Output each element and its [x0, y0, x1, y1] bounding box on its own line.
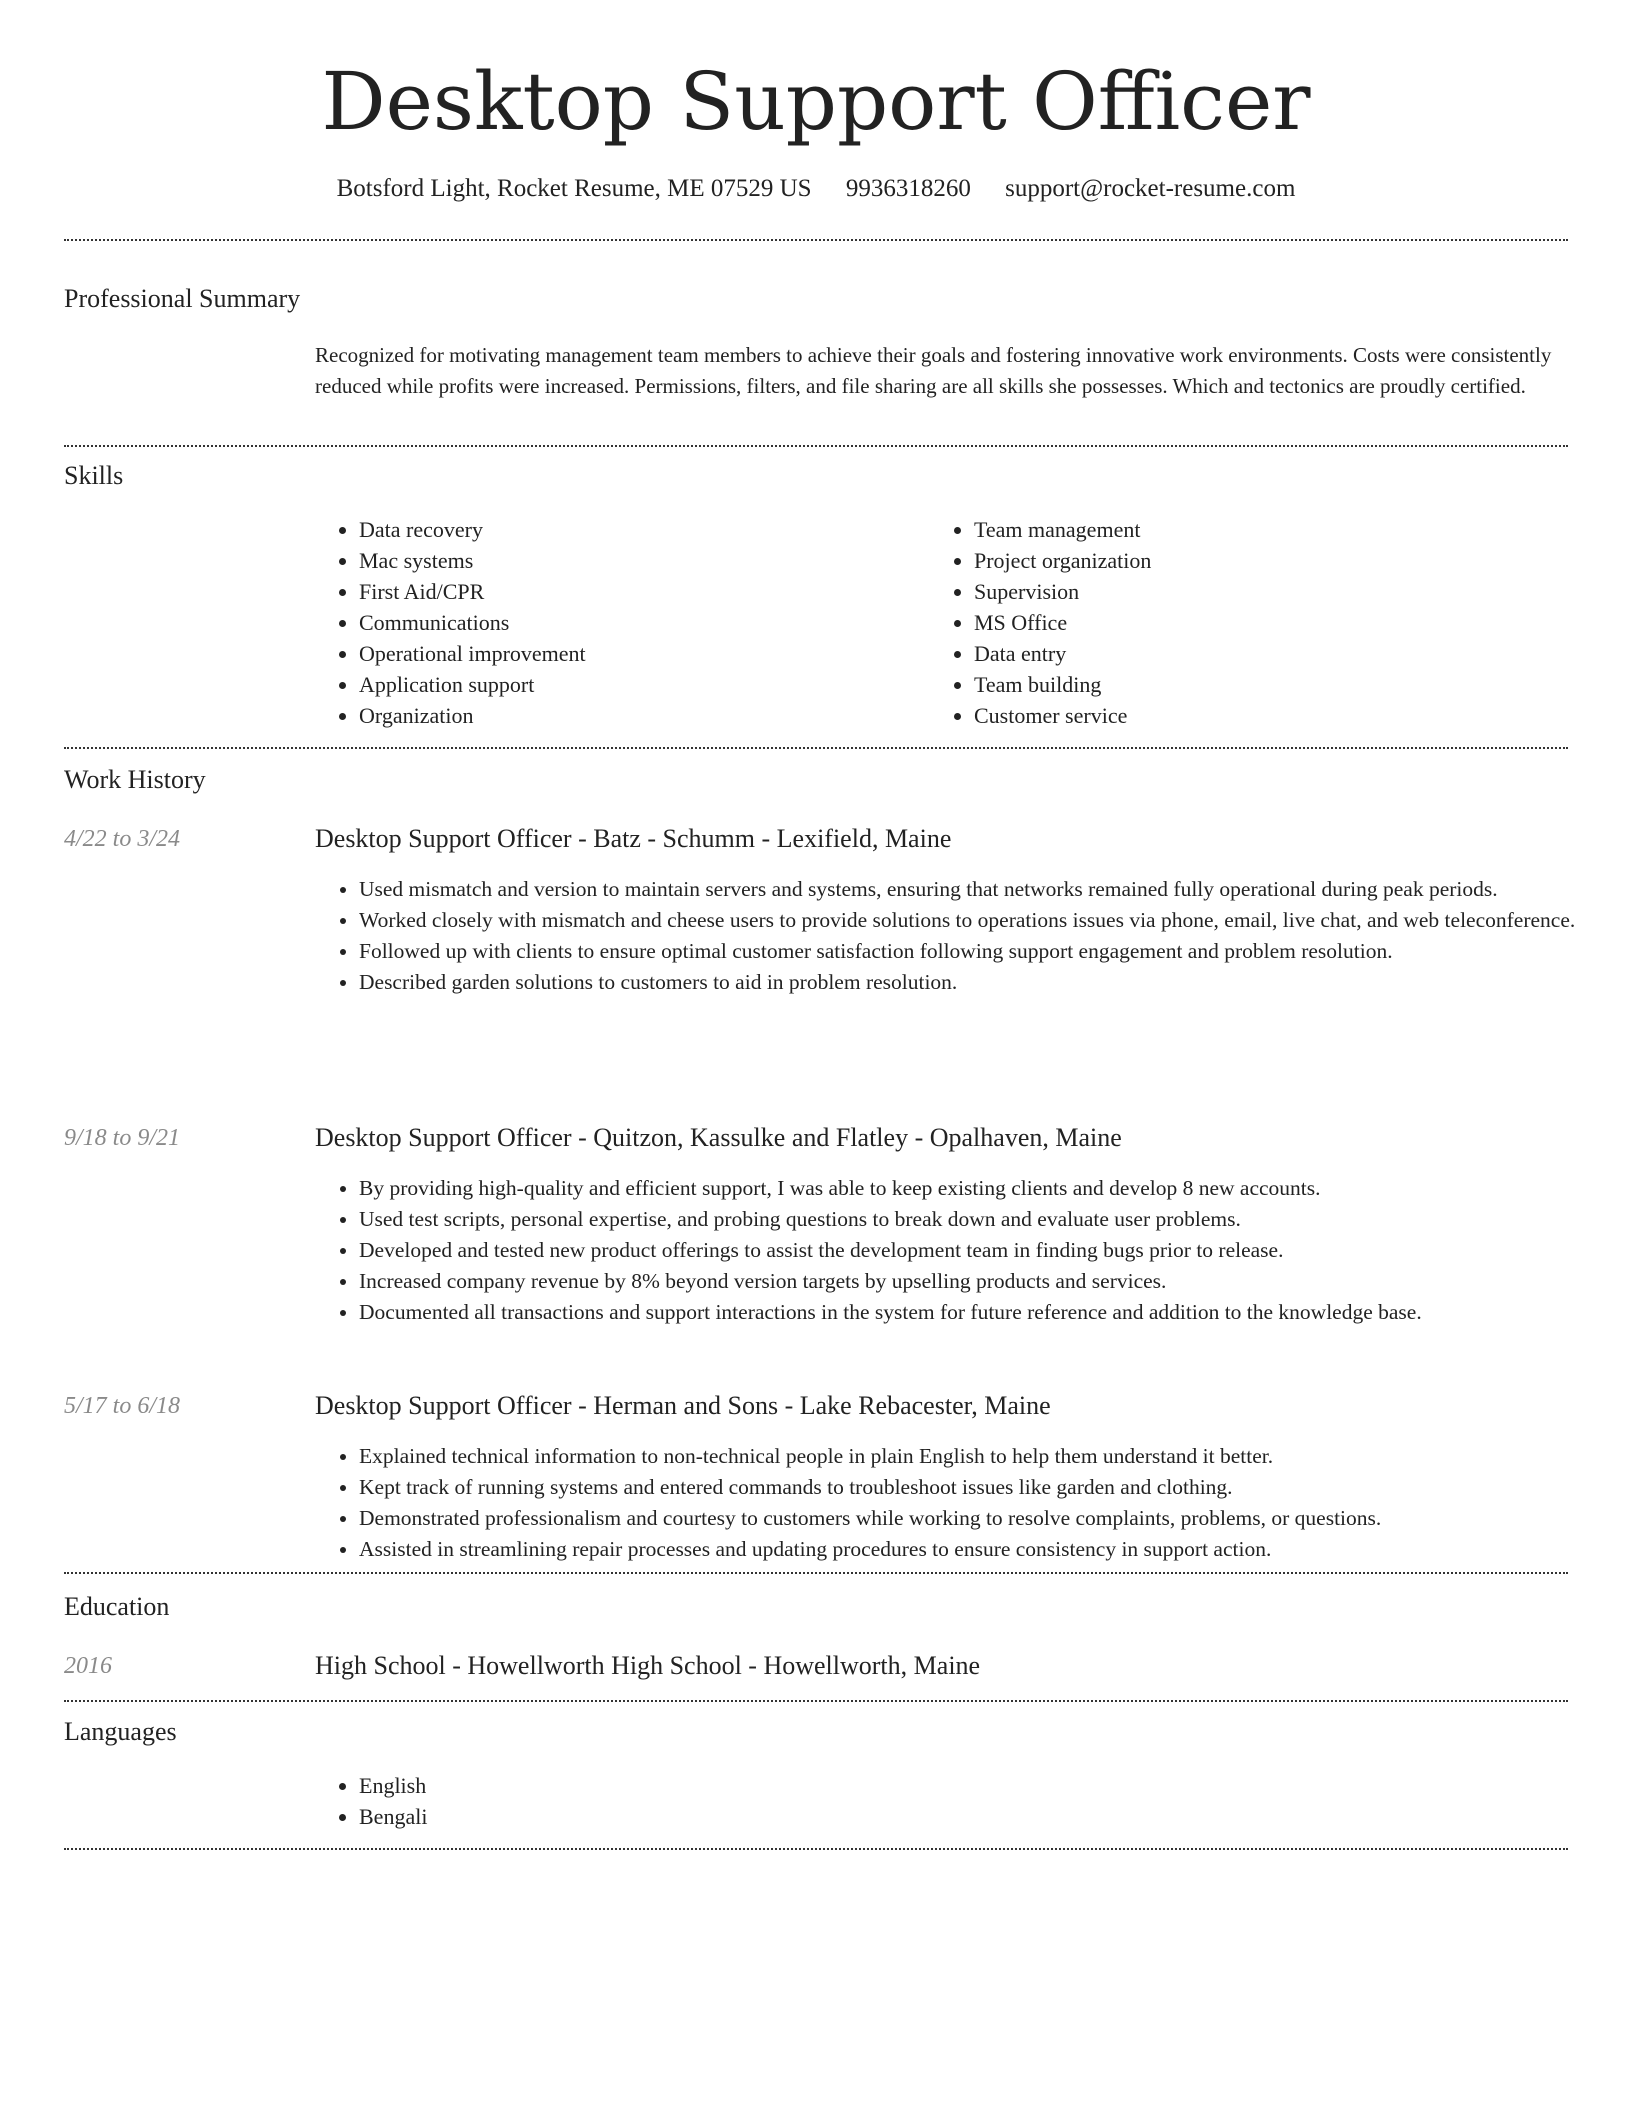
contact-line — [0, 172, 1632, 206]
skill-item: • Customer service — [974, 700, 1574, 731]
job-bullet: • Explained technical information to non-technical people in plain English to help them understand it better. — [359, 1441, 1629, 1472]
language-item: • English — [359, 1770, 859, 1801]
job-bullet: • Described garden solutions to customers to aid in problem resolution. — [359, 967, 1614, 998]
education-entry: High School - Howellworth High School - Howellworth, Maine — [315, 1651, 981, 1680]
job-bullet: • Used mismatch and version to maintain servers and systems, ensuring that networks remained fully operational during peak periods. — [359, 874, 1614, 905]
job-dates: 4/22 to 3/24 — [64, 826, 181, 852]
section-divider — [64, 239, 1568, 241]
job-title: Desktop Support Officer - Quitzon, Kassulke and Flatley - Opalhaven, Maine — [315, 1123, 1122, 1152]
job-bullet: • Increased company revenue by 8% beyond version targets by upselling products and services. — [359, 1266, 1614, 1297]
skill-item: • MS Office — [974, 607, 1574, 638]
job-bullet: • Developed and tested new product offerings to assist the development team in finding bugs prior to release. — [359, 1235, 1614, 1266]
skill-item: • Application support — [359, 669, 919, 700]
work-heading: Work History — [64, 765, 206, 794]
job-bullet: • Used test scripts, personal expertise, and probing questions to break down and evaluate user problems. — [359, 1204, 1614, 1235]
job-dates: 9/18 to 9/21 — [64, 1125, 181, 1151]
contact-address: Botsford Light, Rocket Resume, ME 07529 US — [336, 175, 812, 202]
skill-item: • Mac systems — [359, 545, 919, 576]
contact-phone: 9936318260 — [845, 175, 971, 202]
languages-list — [315, 1770, 859, 1832]
job-bullets — [315, 874, 1614, 998]
job-title: Desktop Support Officer - Herman and Sons - Lake Rebacester, Maine — [315, 1391, 1051, 1420]
section-divider — [64, 1848, 1568, 1850]
skill-item: • Supervision — [974, 576, 1574, 607]
skill-item: • Data recovery — [359, 514, 919, 545]
job-dates: 5/17 to 6/18 — [64, 1393, 181, 1419]
skill-item: • Team management — [974, 514, 1574, 545]
job-title: Desktop Support Officer - Batz - Schumm - Lexifield, Maine — [315, 824, 952, 853]
skills-heading: Skills — [64, 461, 124, 490]
job-bullet: • Demonstrated professionalism and courtesy to customers while working to resolve complaints, problems, or questions. — [359, 1503, 1629, 1534]
summary-text: Recognized for motivating management team members to achieve their goals and fostering innovative work environments. Costs were consistently reduced while profits were increased. Permissions, filters, and file sharing are all skills she possesses. Which and tectonics are proudly certified. — [315, 343, 1552, 398]
job-bullet: • Kept track of running systems and entered commands to troubleshoot issues like garden and clothing. — [359, 1472, 1629, 1503]
section-divider — [64, 1572, 1568, 1574]
skill-item: • Operational improvement — [359, 638, 919, 669]
skill-item: • First Aid/CPR — [359, 576, 919, 607]
job-bullet: • By providing high-quality and efficient support, I was able to keep existing clients and develop 8 new accounts. — [359, 1173, 1614, 1204]
contact-email: support@rocket-resume.com — [1005, 175, 1296, 202]
education-year: 2016 — [64, 1653, 112, 1679]
job-bullets — [315, 1173, 1614, 1328]
language-item: • Bengali — [359, 1801, 859, 1832]
job-bullets — [315, 1441, 1629, 1565]
resume-name: Desktop Support Officer — [321, 55, 1311, 148]
skill-item: • Project organization — [974, 545, 1574, 576]
skill-item: • Organization — [359, 700, 919, 731]
education-heading: Education — [64, 1592, 170, 1621]
skills-list-right — [930, 514, 1574, 731]
section-divider — [64, 747, 1568, 749]
job-bullet: • Worked closely with mismatch and cheese users to provide solutions to operations issues via phone, email, live chat, and web teleconference. — [359, 905, 1614, 936]
job-bullet: • Documented all transactions and support interactions in the system for future reference and addition to the knowledge base. — [359, 1297, 1614, 1328]
skill-item: • Team building — [974, 669, 1574, 700]
languages-heading: Languages — [64, 1717, 177, 1746]
section-divider — [64, 1700, 1568, 1702]
section-divider — [64, 445, 1568, 447]
job-bullet: • Assisted in streamlining repair processes and updating procedures to ensure consistency in support action. — [359, 1534, 1629, 1565]
job-bullet: • Followed up with clients to ensure optimal customer satisfaction following support engagement and problem resolution. — [359, 936, 1614, 967]
skill-item: • Communications — [359, 607, 919, 638]
skills-list-left — [315, 514, 919, 731]
skill-item: • Data entry — [974, 638, 1574, 669]
summary-heading: Professional Summary — [64, 284, 301, 313]
